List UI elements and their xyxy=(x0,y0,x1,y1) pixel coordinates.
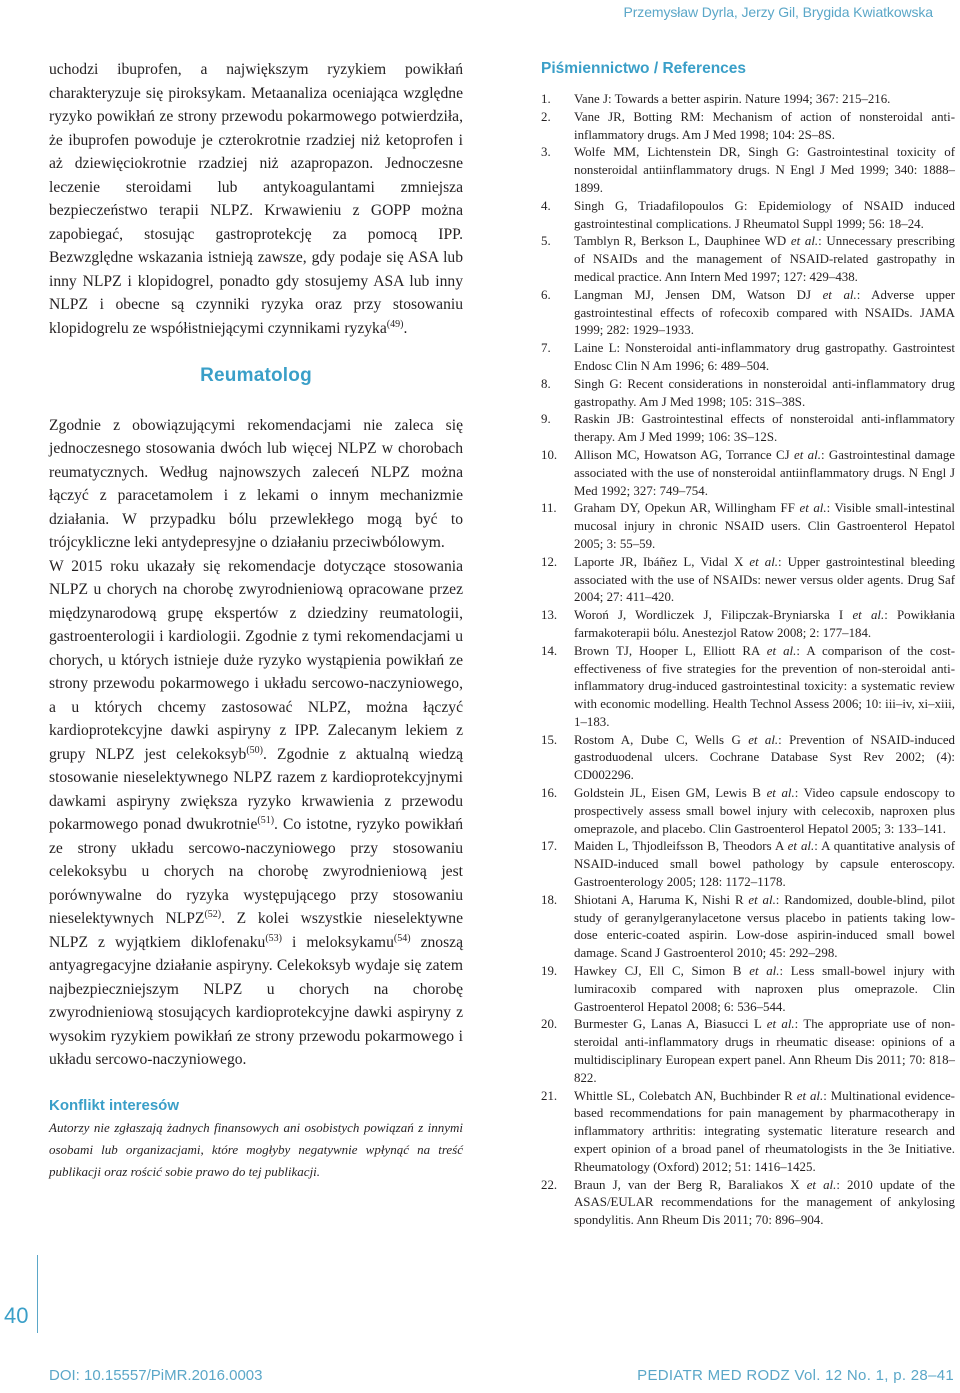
reference-text: Shiotani A, Haruma K, Nishi R et al.: Randomized, double-blind, pilot study of geranylgeranylacetone versus placebo in patients taking low-dose enteric-coated aspirin. Low-dose aspirin-induced small bowel damage. Scand J Gastroenterol 2010; 45: 292–298. xyxy=(574,892,955,961)
reference-number: 1. xyxy=(541,92,551,106)
reference-text: Braun J, van der Berg R, Baraliakos X et al.: 2010 update of the ASAS/EULAR recommendations for the management of ankylosing spondylitis. Ann Rheum Dis 2011; 70: 896–904. xyxy=(574,1177,955,1228)
citation-49: (49) xyxy=(386,318,404,330)
reference-item xyxy=(541,376,955,412)
reference-text: Rostom A, Dube C, Wells G et al.: Prevention of NSAID-induced gastroduodenal ulcers. Cochrane Database Syst Rev 2002; (4): CD002296. xyxy=(574,732,955,783)
reference-number: 21. xyxy=(541,1088,558,1103)
left-column xyxy=(49,58,463,1183)
paragraph-gastro-risk: uchodzi ibuprofen, a największym ryzykiem powikłań charakteryzuje się piroksykam. Metaanaliza oceniająca względne ryzyko powikłań ze strony przewodu pokarmowego potwierdziła, że ibuprofen powoduje je czterokrotnie rzadziej niż ketoprofen i aż dziewięciokrotnie rzadziej niż azapropazon. Jednoczesne leczenie steroidami lub antykoagulantami zmniejsza bezpieczeństwo terapii NLPZ. Krwawieniu z GOPP można zapobiegać, stosując gastroprotekcję za pomocą IPP. Bezwzględne wskazania istnieją zawsze, gdy podaje się ASA lub inny NLPZ i klopidogrel, ponadto gdy stosujemy ASA lub inny NLPZ i obecne są czynniki ryzyka oraz przy stosowaniu klopidogrelu ze współistniejącymi czynnikami ryzyka$^{(49)}$. xyxy=(49,61,463,337)
reference-text: Singh G: Recent considerations in nonsteroidal anti-inflammatory drug gastropathy. Am J Med 1998; 105: 31S–38S. xyxy=(574,376,955,409)
reference-item xyxy=(541,144,955,197)
reference-text: Raskin JB: Gastrointestinal effects of nonsteroidal anti-inflammatory therapy. Am J Med 1999; 106: 3S–12S. xyxy=(574,412,955,445)
citation-52: (52) xyxy=(204,908,222,920)
reference-item xyxy=(541,732,955,785)
conflict-of-interest-text: Autorzy nie zgłaszają żadnych finansowych ani osobistych powiązań z innymi osobami lub organizacjami, które mogłyby negatywnie wpłynąć na treść publikacji oraz rościć sobie prawo do tej publikacji. xyxy=(49,1120,463,1179)
reference-number: 8. xyxy=(541,376,551,391)
reference-text: Laporte JR, Ibáñez L, Vidal X et al.: Upper gastrointestinal bleeding associated with the use of NSAIDs: newer versus older agents. Drug Saf 2004; 27: 411–420. xyxy=(574,554,955,605)
reference-item xyxy=(541,963,955,1016)
page-number-rule xyxy=(37,1255,38,1333)
reference-number: 7. xyxy=(541,341,551,356)
reference-number: 14. xyxy=(541,643,558,658)
reference-item xyxy=(541,785,955,838)
citation-50: (50) xyxy=(246,744,264,756)
reference-text: Woroń J, Wordliczek J, Filipczak-Bryniarska I et al.: Powikłania farmakoterapii bólu. Anestezjol Ratow 2008; 2: 177–184. xyxy=(574,608,955,640)
reference-item xyxy=(541,198,955,234)
reference-text: Singh G, Triadafilopoulos G: Epidemiology of NSAID induced gastrointestinal complications. J Rheumatol Suppl 1999; 56: 18–24. xyxy=(574,198,955,231)
footer-journal: PEDIATR MED RODZ Vol. 12 No. 1, p. 28–41 xyxy=(637,1367,954,1384)
reference-number: 3. xyxy=(541,145,551,160)
reference-number: 19. xyxy=(541,964,558,979)
reference-text: Wolfe MM, Lichtenstein DR, Singh G: Gastrointestinal toxicity of nonsteroidal antiinflammatory drugs. N Engl J Med 1999; 340: 1888–1899. xyxy=(574,145,955,195)
reference-number: 5. xyxy=(541,234,551,249)
paragraph-2015-recommendations: W 2015 roku ukazały się rekomendacje dotyczące stosowania NLPZ u chorych na chorobę zwyrodnieniową opracowane przez międzynarodową grupę ekspertów z dziedziny reumatologii, gastroenterologii i kardiologii. Zgodnie z tymi rekomendacjami u chorych, u których istnieje duże ryzyko wystąpienia powikłań ze strony przewodu pokarmowego i układu sercowo-naczyniowego, a u których chcemy zastosować NLPZ, można łączyć kardioprotekcyjne dawki aspiryny z IPP. Zalecanym lekiem z grupy NLPZ jest celekoksyb$^{(50)}$. Zgodnie z aktualną wiedzą stosowanie nieselektywnego NLPZ razem z kardioprotekcyjnymi dawkami aspiryny zwiększa ryzyko krwawienia z przewodu pokarmowego ponad dwukrotnie$^{(51)}$. Co istotne, ryzyko powikłań ze strony układu sercowo-naczyniowego przy stosowaniu celekoksybu u chorych na chorobę zwyrodnieniową jest porównywalne do ryzyka występującego przy stosowaniu nieselektywnych NLPZ$^{(52)}$. Z kolei wszystkie nieselektywne NLPZ z wyjątkiem diklofenaku$^{(53)}$ i meloksykamu$^{(54)}$ znoszą antyagregacyjne działanie aspiryny. Celekoksyb wydaje się zatem najbezpieczniejszym NLPZ u chorych na chorobę zwyrodnieniową stosujących kardioprotekcyjne dawki aspiryny z wysokim ryzykiem powikłań ze strony przewodu pokarmowego i układu sercowo-naczyniowego. xyxy=(49,557,464,1068)
reference-number: 2. xyxy=(541,109,551,124)
reference-item xyxy=(541,340,955,376)
reference-number: 15. xyxy=(541,732,558,747)
reference-number: 10. xyxy=(541,447,558,462)
reference-item xyxy=(541,1088,955,1177)
paragraph-recommendations: Zgodnie z obowiązującymi rekomendacjami nie zaleca się jednoczesnego stosowania dwóch lub więcej NLPZ w chorobach reumatycznych. Według najnowszych zaleceń NLPZ można łączyć z paracetamolem i z lekami o innym mechanizmie działania. W przypadku bólu przewlekłego mogą być to trójcykliczne leki antydepresyjne o działaniu przeciwbólowym. xyxy=(49,416,463,551)
reference-text: Allison MC, Howatson AG, Torrance CJ et al.: Gastrointestinal damage associated with the use of nonsteroidal antiinflammatory drugs. N Engl J Med 1992; 327: 749–754. xyxy=(574,447,956,498)
reference-number: 12. xyxy=(541,554,558,569)
reference-item xyxy=(541,892,955,963)
reference-item xyxy=(541,643,955,732)
citation-54: (54) xyxy=(393,932,411,944)
page-number: 40 xyxy=(4,1303,29,1328)
reference-text: Laine L: Nonsteroidal anti-inflammatory drug gastropathy. Gastrointest Endosc Clin N Am 1996; 6: 489–504. xyxy=(574,341,955,373)
reference-number: 11. xyxy=(541,501,557,516)
reference-text: Graham DY, Opekun AR, Willingham FF et al.: Visible small-intestinal mucosal injury in chronic NSAID users. Clin Gastroenterol Hepatol 2005; 3: 55–59. xyxy=(574,501,956,551)
reference-item xyxy=(541,554,955,607)
section-title-reumatolog: Reumatolog xyxy=(200,365,312,386)
reference-item xyxy=(541,607,955,643)
reference-item xyxy=(541,838,955,891)
reference-number: 4. xyxy=(541,198,551,213)
references-list xyxy=(541,91,955,1230)
footer-doi: DOI: 10.15557/PiMR.2016.0003 xyxy=(49,1367,263,1384)
reference-text: Hawkey CJ, Ell C, Simon B et al.: Less small-bowel injury with lumiracoxib compared with naproxen plus omeprazole. Clin Gastroenterol Hepatol 2008; 6: 536–544. xyxy=(574,964,956,1014)
reference-number: 22. xyxy=(541,1177,558,1192)
reference-text: Brown TJ, Hooper L, Elliott RA et al.: A comparison of the cost-effectiveness of five strategies for the prevention of non-steroidal anti-inflammatory drug-induced gastrointestinal toxicity: a systematic review with economic modelling. Health Technol Assess 2006; 10: iii–iv, xi–xiii, 1–183. xyxy=(574,643,955,729)
reference-number: 6. xyxy=(541,287,551,302)
reference-item xyxy=(541,1177,955,1230)
citation-53: (53) xyxy=(265,932,282,944)
reference-item xyxy=(541,1016,955,1087)
conflict-of-interest-heading: Konflikt interesów xyxy=(49,1096,180,1114)
reference-number: 20. xyxy=(541,1017,558,1032)
reference-item xyxy=(541,500,955,553)
reference-item xyxy=(541,287,955,340)
reference-number: 9. xyxy=(541,412,551,427)
references-column xyxy=(541,60,955,1230)
references-heading: Piśmiennictwo / References xyxy=(541,60,747,77)
reference-number: 17. xyxy=(541,839,558,854)
reference-text: Whittle SL, Colebatch AN, Buchbinder R et al.: Multinational evidence-based recommendations for pain management by pharmacotherapy in inflammatory arthritis: integrating systematic literature research and expert opinion of a broad panel of rheumatologists in the 3e Initiative. Rheumatology (Oxford) 2012; 51: 1416–1425. xyxy=(574,1088,955,1174)
reference-item xyxy=(541,233,955,286)
reference-text: Tamblyn R, Berkson L, Dauphinee WD et al.: Unnecessary prescribing of NSAIDs and the management of NSAID-related gastropathy in medical practice. Ann Intern Med 1997; 127: 429–438. xyxy=(574,234,955,284)
reference-number: 16. xyxy=(541,786,558,801)
reference-text: Goldstein JL, Eisen GM, Lewis B et al.: Video capsule endoscopy to prospectively assess small bowel injury with celecoxib, naproxen plus omeprazole, and placebo. Clin Gastroenterol Hepatol 2005; 3: 133–141. xyxy=(574,786,955,836)
reference-text: Vane J: Towards a better aspirin. Nature 1994; 367: 215–216. xyxy=(574,92,891,106)
reference-item xyxy=(541,447,955,500)
reference-text: Burmester G, Lanas A, Biasucci L et al.: The appropriate use of non-steroidal anti-inflammatory drugs in rheumatic disease: opinions of a multidisciplinary European expert panel. Ann Rheum Dis 2011; 70: 818–822. xyxy=(574,1017,956,1085)
reference-text: Langman MJ, Jensen DM, Watson DJ et al.: Adverse upper gastrointestinal effects of rofecoxib compared with NSAIDs. JAMA 1999; 282: 1929–1933. xyxy=(574,287,956,338)
reference-number: 13. xyxy=(541,608,558,623)
reference-item xyxy=(541,411,955,447)
reference-text: Maiden L, Thjodleifsson B, Theodors A et al.: A quantitative analysis of NSAID-induced small bowel pathology by capsule enteroscopy. Gastroenterology 2005; 128: 1172–1178. xyxy=(574,839,955,890)
running-header-authors: Przemysław Dyrla, Jerzy Gil, Brygida Kwiatkowska xyxy=(623,4,933,20)
citation-51: (51) xyxy=(257,814,275,826)
reference-item xyxy=(541,91,955,109)
reference-item xyxy=(541,109,955,145)
reference-number: 18. xyxy=(541,892,558,907)
reference-text: Vane JR, Botting RM: Mechanism of action of nonsteroidal anti-inflammatory drugs. Am J Med 1998; 104: 2S–8S. xyxy=(574,109,955,142)
